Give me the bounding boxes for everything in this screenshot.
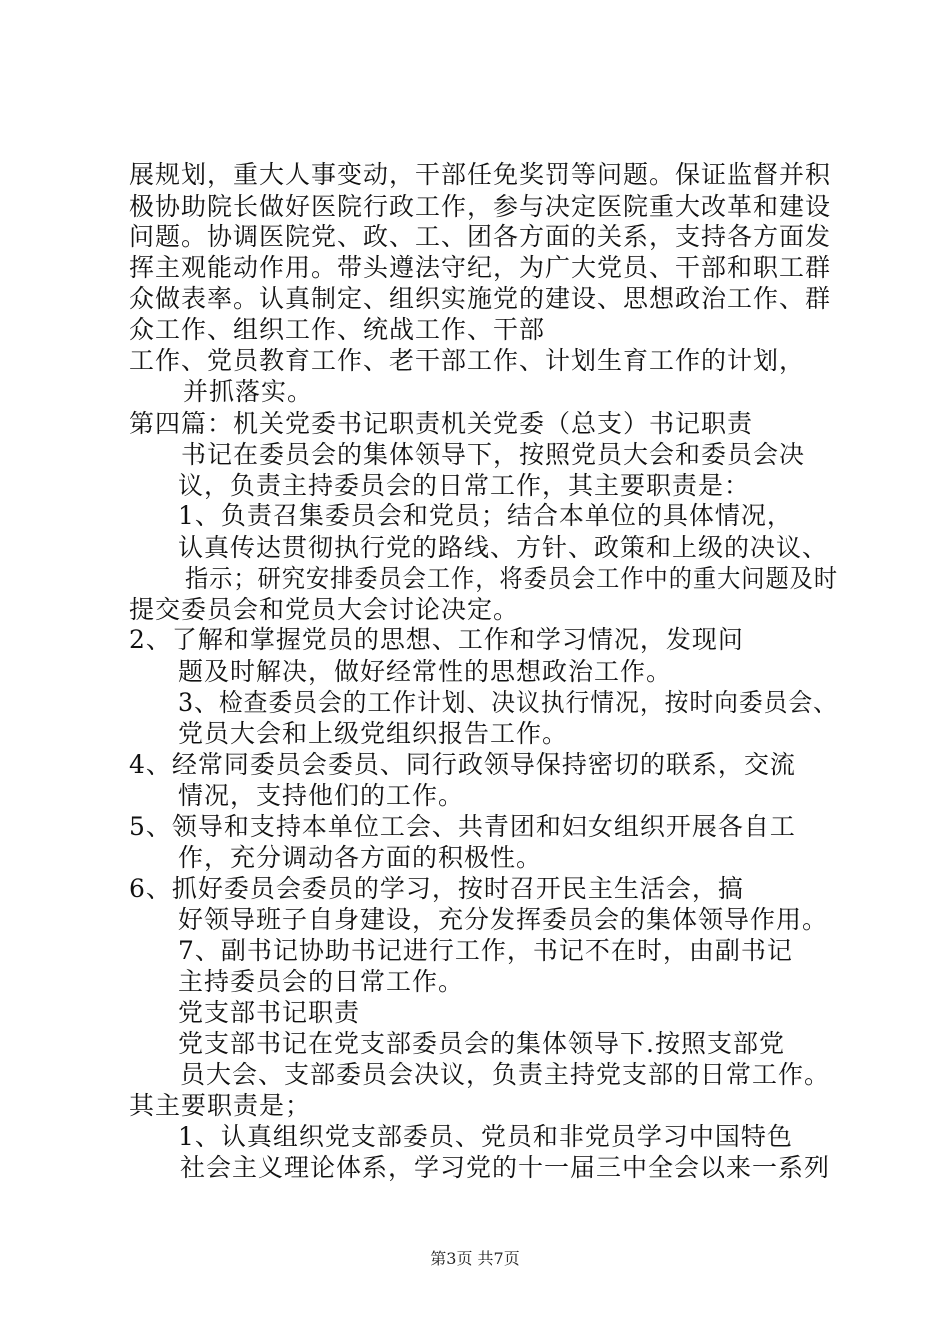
- text-line: 作，充分调动各方面的积极性。: [178, 843, 543, 872]
- text-line: 其主要职责是；: [129, 1091, 312, 1120]
- text-line: 问题。协调医院党、政、工、团各方面的关系，支持各方面发: [129, 222, 832, 251]
- text-line: 社会主义理论体系，学习党的十一届三中全会以来一系列: [180, 1153, 831, 1182]
- text-line: 并抓落实。: [183, 377, 314, 406]
- text-line: 指示；研究安排委员会工作，将委员会工作中的重大问题及时: [185, 564, 839, 593]
- text-line: 第四篇：机关党委书记职责机关党委（总支）书记职责: [129, 409, 754, 438]
- text-line: 众做表率。认真制定、组织实施党的建设、思想政治工作、群: [129, 284, 832, 313]
- text-line: 党员大会和上级党组织报告工作。: [178, 719, 569, 748]
- page-footer: 第3页 共7页: [430, 1249, 520, 1268]
- text-line: 挥主观能动作用。带头遵法守纪，为广大党员、干部和职工群: [129, 253, 832, 282]
- text-line: 4、经常同委员会委员、同行政领导保持密切的联系，交流: [129, 750, 796, 779]
- text-line: 题及时解决，做好经常性的思想政治工作。: [178, 657, 673, 686]
- text-line: 5、领导和支持本单位工会、共青团和妇女组织开展各自工: [129, 812, 796, 841]
- text-line: 2、了解和掌握党员的思想、工作和学习情况，发现问: [129, 625, 744, 654]
- text-line: 议，负责主持委员会的日常工作，其主要职责是：: [178, 471, 751, 500]
- text-line: 6、抓好委员会委员的学习，按时召开民主生活会，搞: [129, 874, 744, 903]
- text-line: 1、负责召集委员会和党员；结合本单位的具体情况，: [178, 501, 793, 530]
- text-line: 员大会、支部委员会决议，负责主持党支部的日常工作。: [180, 1060, 831, 1089]
- text-line: 书记在委员会的集体领导下，按照党员大会和委员会决: [181, 440, 806, 469]
- text-line: 极协助院长做好医院行政工作，参与决定医院重大改革和建设: [129, 192, 832, 221]
- text-line: 党支部书记职责: [178, 998, 361, 1027]
- text-line: 1、认真组织党支部委员、党员和非党员学习中国特色: [178, 1122, 793, 1151]
- text-line: 工作、党员教育工作、老干部工作、计划生育工作的计划，: [129, 346, 806, 375]
- text-line: 好领导班子自身建设，充分发挥委员会的集体领导作用。: [178, 905, 829, 934]
- text-line: 主持委员会的日常工作。: [178, 967, 465, 996]
- text-line: 3、检查委员会的工作计划、决议执行情况，按时向委员会、: [178, 688, 838, 717]
- text-line: 认真传达贯彻执行党的路线、方针、政策和上级的决议、: [178, 533, 829, 562]
- text-line: 7、副书记协助书记进行工作，书记不在时，由副书记: [178, 936, 793, 965]
- text-line: 提交委员会和党员大会讨论决定。: [129, 595, 520, 624]
- text-line: 情况，支持他们的工作。: [178, 781, 465, 810]
- text-line: 展规划，重大人事变动，干部任免奖罚等问题。保证监督并积: [129, 160, 832, 189]
- text-line: 党支部书记在党支部委员会的集体领导下.按照支部党: [178, 1029, 785, 1058]
- text-line: 众工作、组织工作、统战工作、干部: [129, 315, 546, 344]
